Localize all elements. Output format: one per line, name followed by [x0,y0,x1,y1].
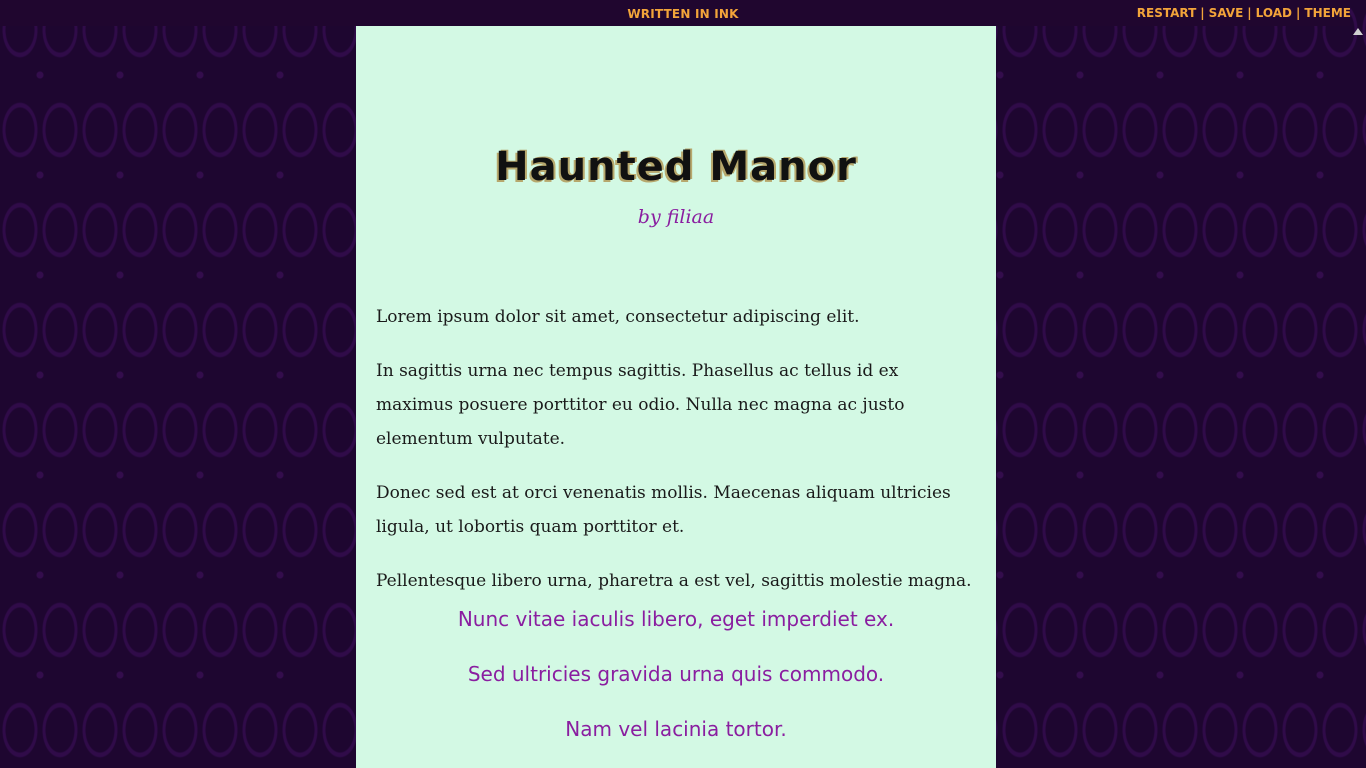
choice-link[interactable]: Sed ultricies gravida urna quis commodo. [467,662,885,686]
choice-link[interactable]: Nam vel lacinia tortor. [565,717,787,741]
top-menu [1137,6,1351,20]
story-text [376,300,974,618]
story-paragraph: In sagittis urna nec tempus sagittis. Phasellus ac tellus id ex maximus posuere porttitor eu odio. Nulla nec magna ac justo elementum vulputate. [376,361,905,449]
restart-button[interactable]: RESTART [1136,6,1197,20]
brand-label: WRITTEN IN INK [627,7,739,21]
menu-separator: | [1247,6,1252,20]
scroll-up-icon[interactable] [1353,28,1363,35]
load-button[interactable]: LOAD [1255,6,1293,20]
theme-button[interactable]: THEME [1304,6,1351,20]
choice-link[interactable]: Nunc vitae iaculis libero, eget imperdiet ex. [457,607,895,631]
save-button[interactable]: SAVE [1208,6,1244,20]
story-title: Haunted Manor [495,144,857,190]
story-page [356,26,996,768]
menu-separator: | [1200,6,1205,20]
story-paragraph: Lorem ipsum dolor sit amet, consectetur adipiscing elit. [376,307,860,327]
choice-list [356,604,996,768]
story-byline: by filiaa [637,206,715,228]
menu-separator: | [1296,6,1301,20]
story-paragraph: Pellentesque libero urna, pharetra a est vel, sagittis molestie magna. [376,571,972,591]
story-paragraph: Donec sed est at orci venenatis mollis. Maecenas aliquam ultricies ligula, ut lobortis quam porttitor et. [376,483,951,537]
scrollbar[interactable] [1350,26,1366,768]
